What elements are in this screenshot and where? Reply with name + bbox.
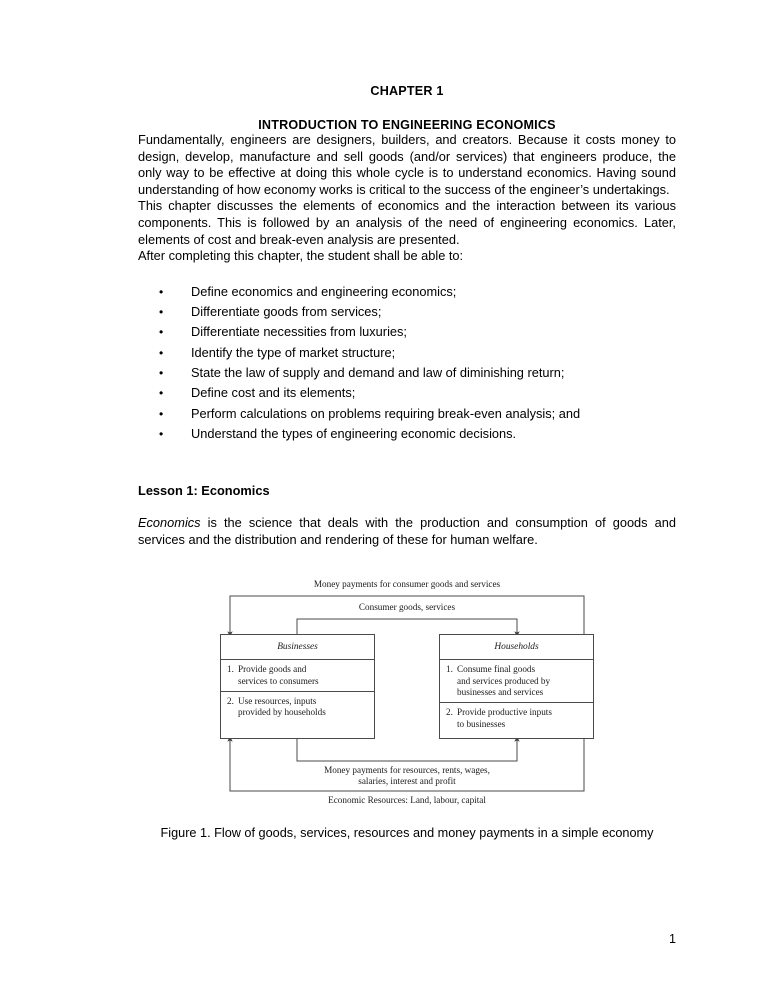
row-line: Provide productive inputs bbox=[457, 707, 552, 718]
list-item-label: Differentiate goods from services; bbox=[191, 304, 382, 320]
objectives-list bbox=[138, 282, 676, 444]
businesses-row bbox=[221, 660, 374, 692]
businesses-row bbox=[221, 692, 374, 723]
list-item-label: State the law of supply and demand and law of diminishing return; bbox=[191, 364, 565, 380]
list-item bbox=[138, 343, 676, 363]
chapter-label: CHAPTER 1 bbox=[370, 84, 444, 98]
figure-1 bbox=[138, 561, 676, 841]
page-number: 1 bbox=[668, 932, 676, 946]
list-item bbox=[138, 363, 676, 383]
row-number: 2. bbox=[446, 707, 453, 718]
label-top-inner: Consumer goods, services bbox=[358, 602, 456, 613]
row-line: provided by households bbox=[238, 707, 326, 718]
definition-term: Economics bbox=[138, 515, 201, 531]
row-line: services to consumers bbox=[238, 675, 319, 686]
businesses-header: Businesses bbox=[221, 635, 374, 660]
objectives-lead-paragraph: After completing this chapter, the student shall be able to: bbox=[138, 248, 464, 264]
list-item-label: Differentiate necessities from luxuries; bbox=[191, 324, 407, 340]
row-text bbox=[238, 664, 369, 687]
label-bottom-inner-line2: salaries, interest and profit bbox=[358, 776, 456, 787]
row-number: 2. bbox=[227, 695, 234, 706]
row-number: 1. bbox=[446, 664, 453, 675]
label-bottom-inner-line1: Money payments for resources, rents, wages, bbox=[324, 765, 490, 776]
row-line: and services produced by bbox=[457, 675, 551, 686]
list-item bbox=[138, 322, 676, 342]
list-item bbox=[138, 302, 676, 322]
list-item-label: Define cost and its elements; bbox=[191, 385, 356, 401]
economics-definition bbox=[138, 515, 676, 548]
row-text bbox=[457, 664, 588, 698]
list-item-label: Define economics and engineering economics; bbox=[191, 283, 457, 299]
row-text bbox=[457, 707, 588, 730]
bullet-icon: • bbox=[159, 386, 164, 401]
label-top-outer: Money payments for consumer goods and services bbox=[313, 579, 501, 590]
list-item-label: Identify the type of market structure; bbox=[191, 344, 396, 360]
households-header: Households bbox=[440, 635, 593, 660]
row-number: 1. bbox=[227, 664, 234, 675]
page-title: INTRODUCTION TO ENGINEERING ECONOMICS bbox=[258, 118, 556, 132]
row-line: businesses and services bbox=[457, 686, 544, 697]
list-item bbox=[138, 424, 676, 444]
bullet-icon: • bbox=[159, 305, 164, 320]
row-line: Provide goods and bbox=[238, 664, 307, 675]
row-line: Use resources, inputs bbox=[238, 695, 317, 706]
lesson-heading: Lesson 1: Economics bbox=[138, 483, 270, 499]
list-item bbox=[138, 282, 676, 302]
households-row bbox=[440, 660, 593, 703]
row-text bbox=[238, 696, 369, 719]
list-item bbox=[138, 404, 676, 424]
bullet-icon: • bbox=[159, 406, 164, 421]
circular-flow-diagram bbox=[212, 579, 602, 811]
definition-body: is the science that deals with the production and consumption of goods and services and the distribution and rendering of these for human welfare. bbox=[138, 515, 676, 547]
households-box bbox=[439, 634, 594, 739]
bullet-icon: • bbox=[159, 345, 164, 360]
list-item-label: Perform calculations on problems requiring break-even analysis; and bbox=[191, 405, 581, 421]
list-item-label: Understand the types of engineering economic decisions. bbox=[191, 425, 517, 441]
overview-paragraph: This chapter discusses the elements of economics and the interaction between its various components. This is followed by an analysis of the need of engineering economics. Later, elements of cost and break-even analysis are presented. bbox=[138, 198, 676, 247]
households-row bbox=[440, 703, 593, 734]
row-line: Consume final goods bbox=[457, 664, 536, 675]
label-bottom-outer: Economic Resources: Land, labour, capital bbox=[328, 795, 486, 806]
businesses-box bbox=[220, 634, 375, 739]
intro-paragraph: Fundamentally, engineers are designers, builders, and creators. Because it costs money to design, develop, manufacture and sell goods (and/or services) that engineers produce, the only way to be effective at doing this whole cycle is to understand economics. Having sound understanding of how economy works is critical to the success of the engineer’s undertakings. bbox=[138, 132, 676, 197]
bullet-icon: • bbox=[159, 325, 164, 340]
bullet-icon: • bbox=[159, 284, 164, 299]
bullet-icon: • bbox=[159, 426, 164, 441]
figure-caption: Figure 1. Flow of goods, services, resources and money payments in a simple economy bbox=[160, 826, 654, 841]
list-item bbox=[138, 383, 676, 403]
row-line: to businesses bbox=[457, 718, 506, 729]
bullet-icon: • bbox=[159, 365, 164, 380]
